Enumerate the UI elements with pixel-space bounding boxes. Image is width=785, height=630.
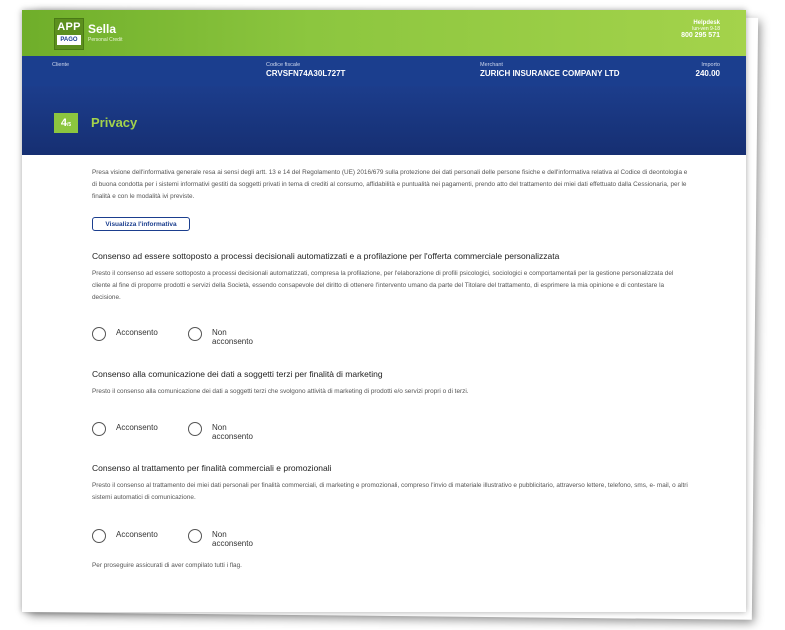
cliente-field bbox=[52, 62, 69, 68]
section-text-commerciali: Presto il consenso al trattamento dei miei dati personali per finalità commerciali, di marketing e promozionali, compreso l'invio di materiale illustrativo e pubblicitario, attraverso lettere, telefono, sms, e- mail, o altri sistemi automatici di comunicazione. bbox=[92, 482, 688, 501]
helpdesk-hours: lun-ven 9-18 bbox=[692, 26, 720, 32]
step-header bbox=[22, 86, 746, 155]
radio-acconsento-commerciali[interactable] bbox=[92, 529, 106, 543]
importo-label: Importo bbox=[701, 62, 720, 68]
codice-fiscale-value: CRVSFN74A30L727T bbox=[266, 69, 346, 78]
importo-field bbox=[696, 62, 720, 78]
privacy-page bbox=[22, 10, 746, 612]
radio-label-non-acconsento[interactable]: Non acconsento bbox=[212, 328, 253, 346]
section-title-commerciali: Consenso al trattamento per finalità commerciali e promozionali bbox=[92, 463, 332, 473]
radio-label-non-acconsento[interactable]: Non acconsento bbox=[212, 423, 253, 441]
helpdesk-title: Helpdesk bbox=[693, 20, 720, 26]
merchant-field bbox=[480, 62, 620, 78]
section-title-marketing-terzi: Consenso alla comunicazione dei dati a soggetti terzi per finalità di marketing bbox=[92, 369, 383, 379]
logo-app-text: APP bbox=[57, 21, 81, 33]
radio-non-acconsento-commerciali[interactable] bbox=[188, 529, 202, 543]
radio-acconsento-profilazione[interactable] bbox=[92, 327, 106, 341]
app-pago-logo bbox=[54, 18, 84, 50]
merchant-label: Merchant bbox=[480, 62, 503, 68]
section-title-profilazione: Consenso ad essere sottoposto a processi decisionali automatizzati e a profilazione per l'offerta commerciale personalizzata bbox=[92, 251, 560, 261]
transaction-info-bar bbox=[22, 56, 746, 86]
section-text-profilazione: Presto il consenso ad essere sottoposto a processi decisionali automatizzati, compresa la profilazione, per l'elaborazione di profili psicologici, sociologici e comportamentali per la gestione personalizzata del cliente al fine di proporre prodotti e servizi della Società, essendo consapevole del diritto di ottenere l'intervento umano da parte del Titolare del trattamento, di esprimere la mia opinione e di contestare la decisione. bbox=[92, 270, 674, 301]
radio-non-acconsento-marketing-terzi[interactable] bbox=[188, 422, 202, 436]
codice-fiscale-label: Codice fiscale bbox=[266, 62, 301, 68]
radio-label-acconsento[interactable]: Acconsento bbox=[116, 530, 158, 539]
codice-fiscale-field bbox=[266, 62, 345, 78]
intro-section bbox=[92, 167, 692, 203]
top-header bbox=[22, 10, 746, 56]
brand-subtitle: Personal Credit bbox=[88, 37, 123, 43]
section-text-marketing-terzi: Presto il consenso alla comunicazione dei dati a soggetti terzi che svolgono attività di marketing di prodotti e/o servizi propri o di terzi. bbox=[92, 388, 469, 395]
radio-acconsento-marketing-terzi[interactable] bbox=[92, 422, 106, 436]
logo-pago-text: PAGO bbox=[57, 35, 81, 45]
cliente-label: Cliente bbox=[52, 62, 70, 68]
footer-note: Per proseguire assicurati di aver compilato tutti i flag. bbox=[92, 562, 242, 569]
step-number: 4 bbox=[60, 117, 67, 129]
importo-value: 240.00 bbox=[695, 69, 720, 78]
radio-non-acconsento-profilazione[interactable] bbox=[188, 327, 202, 341]
radio-label-acconsento[interactable]: Acconsento bbox=[116, 423, 158, 432]
merchant-value: ZURICH INSURANCE COMPANY LTD bbox=[480, 69, 620, 78]
brand-name: Sella bbox=[88, 22, 117, 36]
radio-label-non-acconsento[interactable]: Non acconsento bbox=[212, 530, 253, 548]
radio-label-acconsento[interactable]: Acconsento bbox=[116, 328, 158, 337]
view-informativa-button[interactable]: Visualizza l'informativa bbox=[92, 217, 190, 231]
page-title: Privacy bbox=[91, 115, 138, 130]
step-total: /5 bbox=[66, 122, 72, 128]
step-indicator bbox=[54, 113, 78, 133]
helpdesk-phone[interactable]: 800 295 571 bbox=[681, 32, 720, 39]
intro-text: Presa visione dell'informativa generale resa ai sensi degli artt. 13 e 14 del Regolamento (UE) 2016/679 sulla protezione dei dati personali delle persone fisiche e dell'informativa relativa al Codice di deontologia e di buona condotta per i sistemi informativi gestiti da soggetti privati in tema di crediti al consumo, affidabilità e puntualità nei pagamenti, prendo atto del trattamento dei miei dati effettuato dalla Cessionaria, per le finalità e con le modalità ivi previste. bbox=[92, 169, 688, 200]
helpdesk-info bbox=[681, 20, 720, 39]
